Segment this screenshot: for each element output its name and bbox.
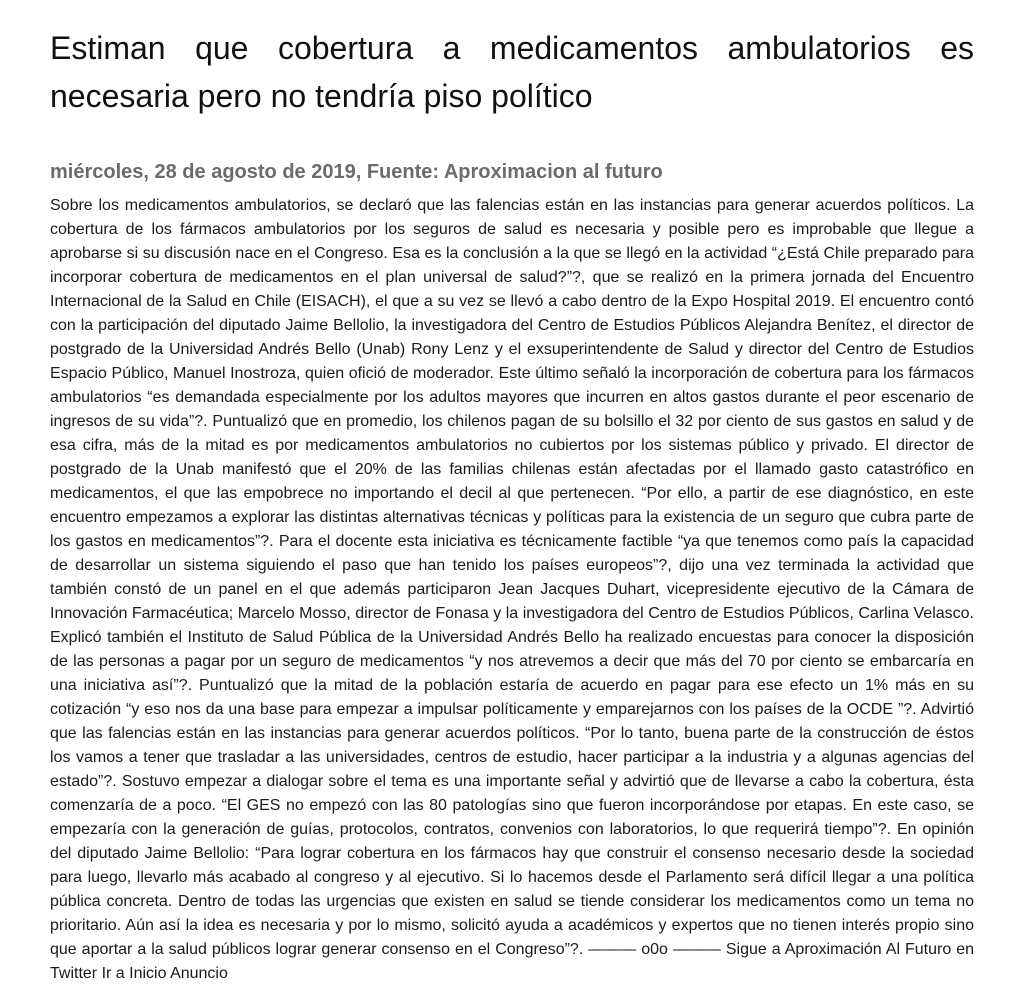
article-meta: miércoles, 28 de agosto de 2019, Fuente: Aproximacion al futuro [50, 161, 663, 183]
twitter-follow-link[interactable]: Sigue a Aproximación Al Futuro en Twitter [50, 941, 974, 982]
ad-label: Anuncio [170, 965, 228, 982]
article-body-text: Sobre los medicamentos ambulatorios, se declaró que las falencias están en las instancias para generar acuerdos políticos. La cobertura de los fármacos ambulatorios por los seguros de salud es necesaria y posible pero es improbable que llegue a aprobarse si su discusión nace en el Congreso. Esa es la conclusión a la que se llegó en la actividad “¿Está Chile preparado para incorporar cobertura de medicamentos en el plan universal de salud?”?, que se realizó en la primera jornada del Encuentro Internacional de la Salud en Chile (EISACH), el que a su vez se llevó a cabo dentro de la Expo Hospital 2019. El encuentro contó con la participación del diputado Jaime Bellolio, la investigadora del Centro de Estudios Públicos Alejandra Benítez, el director de postgrado de la Universidad Andrés Bello (Unab) Rony Lenz y el exsuperintendente de Salud y director del Centro de Estudios Espacio Público, Manuel Inostroza, quien ofició de moderador. Este último señaló la incorporación de cobertura para los fármacos ambulatorios “es demandada especialmente por los adultos mayores que incurren en altos gastos durante el peor escenario de ingresos de su vida”?. Puntualizó que en promedio, los chilenos pagan de su bolsillo el 32 por ciento de sus gastos en salud y de esa cifra, más de la mitad es por medicamentos ambulatorios no cubiertos por los sistemas público y privado. El director de postgrado de la Unab manifestó que el 20% de las familias chilenas están afectadas por el llamado gasto catastrófico en medicamentos, el que las empobrece no importando el decil al que pertenecen. “Por ello, a partir de ese diagnóstico, en este encuentro empezamos a explorar las distintas alternativas técnicas y políticas para la existencia de un seguro que cubra parte de los gastos en medicamentos”?. Para el docente esta iniciativa es técnicamente factible “ya que tenemos como país la capacidad de desarrollar un sistema siguiendo el paso que han tenido los países europeos”?, dijo una vez terminada la actividad que también constó de un panel en el que además participaron Jean Jacques Duhart, vicepresidente ejecutivo de la Cámara de Innovación Farmacéutica; Marcelo Mosso, director de Fonasa y la investigadora del Centro de Estudios Públicos, Carlina Velasco. Explicó también el Instituto de Salud Pública de la Universidad Andrés Bello ha realizado encuestas para conocer la disposición de las personas a pagar por un seguro de medicamentos “y nos atrevemos a decir que más del 70 por ciento se embarcaría en una iniciativa así”?. Puntualizó que la mitad de la población estaría de acuerdo en pagar para ese efecto un 1% más en su cotización “y eso nos da una base para empezar a impulsar políticamente y emparejarnos con los países de la OCDE ”?. Advirtió que las falencias están en las instancias para generar acuerdos políticos. “Por lo tanto, buena parte de la construcción de éstos los vamos a tener que trasladar a las universidades, centros de estudio, hacer participar a la industria y a algunas agencias del estado”?. Sostuvo empezar a dialogar sobre el tema es una importante señal y advirtió que de llevarse a cabo la cobertura, ésta comenzaría de a poco. “El GES no empezó con las 80 patologías sino que fueron incorporándose por etapas. En este caso, se empezaría con la generación de guías, protocolos, contratos, convenios con laboratorios, lo que requerirá tiempo”?. En opinión del diputado Jaime Bellolio: “Para lograr cobertura en los fármacos hay que construir el consenso necesario desde la sociedad para luego, llevarlo más acabado al congreso y al ejecutivo. Si lo hacemos desde el Parlamento será difícil llegar a una política pública concreta. Dentro de todas las urgencias que existen en salud se tiende considerar los medicamentos como un tema no prioritario. Aún así la idea es necesaria y por lo mismo, solicitó ayuda a académicos y expertos que no tienen interés propio sino que aportar a la salud públicos lograr generar consenso en el Congreso”?. ——— o0o ——— [50, 197, 974, 958]
home-link[interactable]: Ir a Inicio [101, 965, 167, 982]
article-title: Estiman que cobertura a medicamentos ambulatorios es necesaria pero no tendría piso político [50, 30, 974, 114]
article-body [50, 194, 974, 986]
